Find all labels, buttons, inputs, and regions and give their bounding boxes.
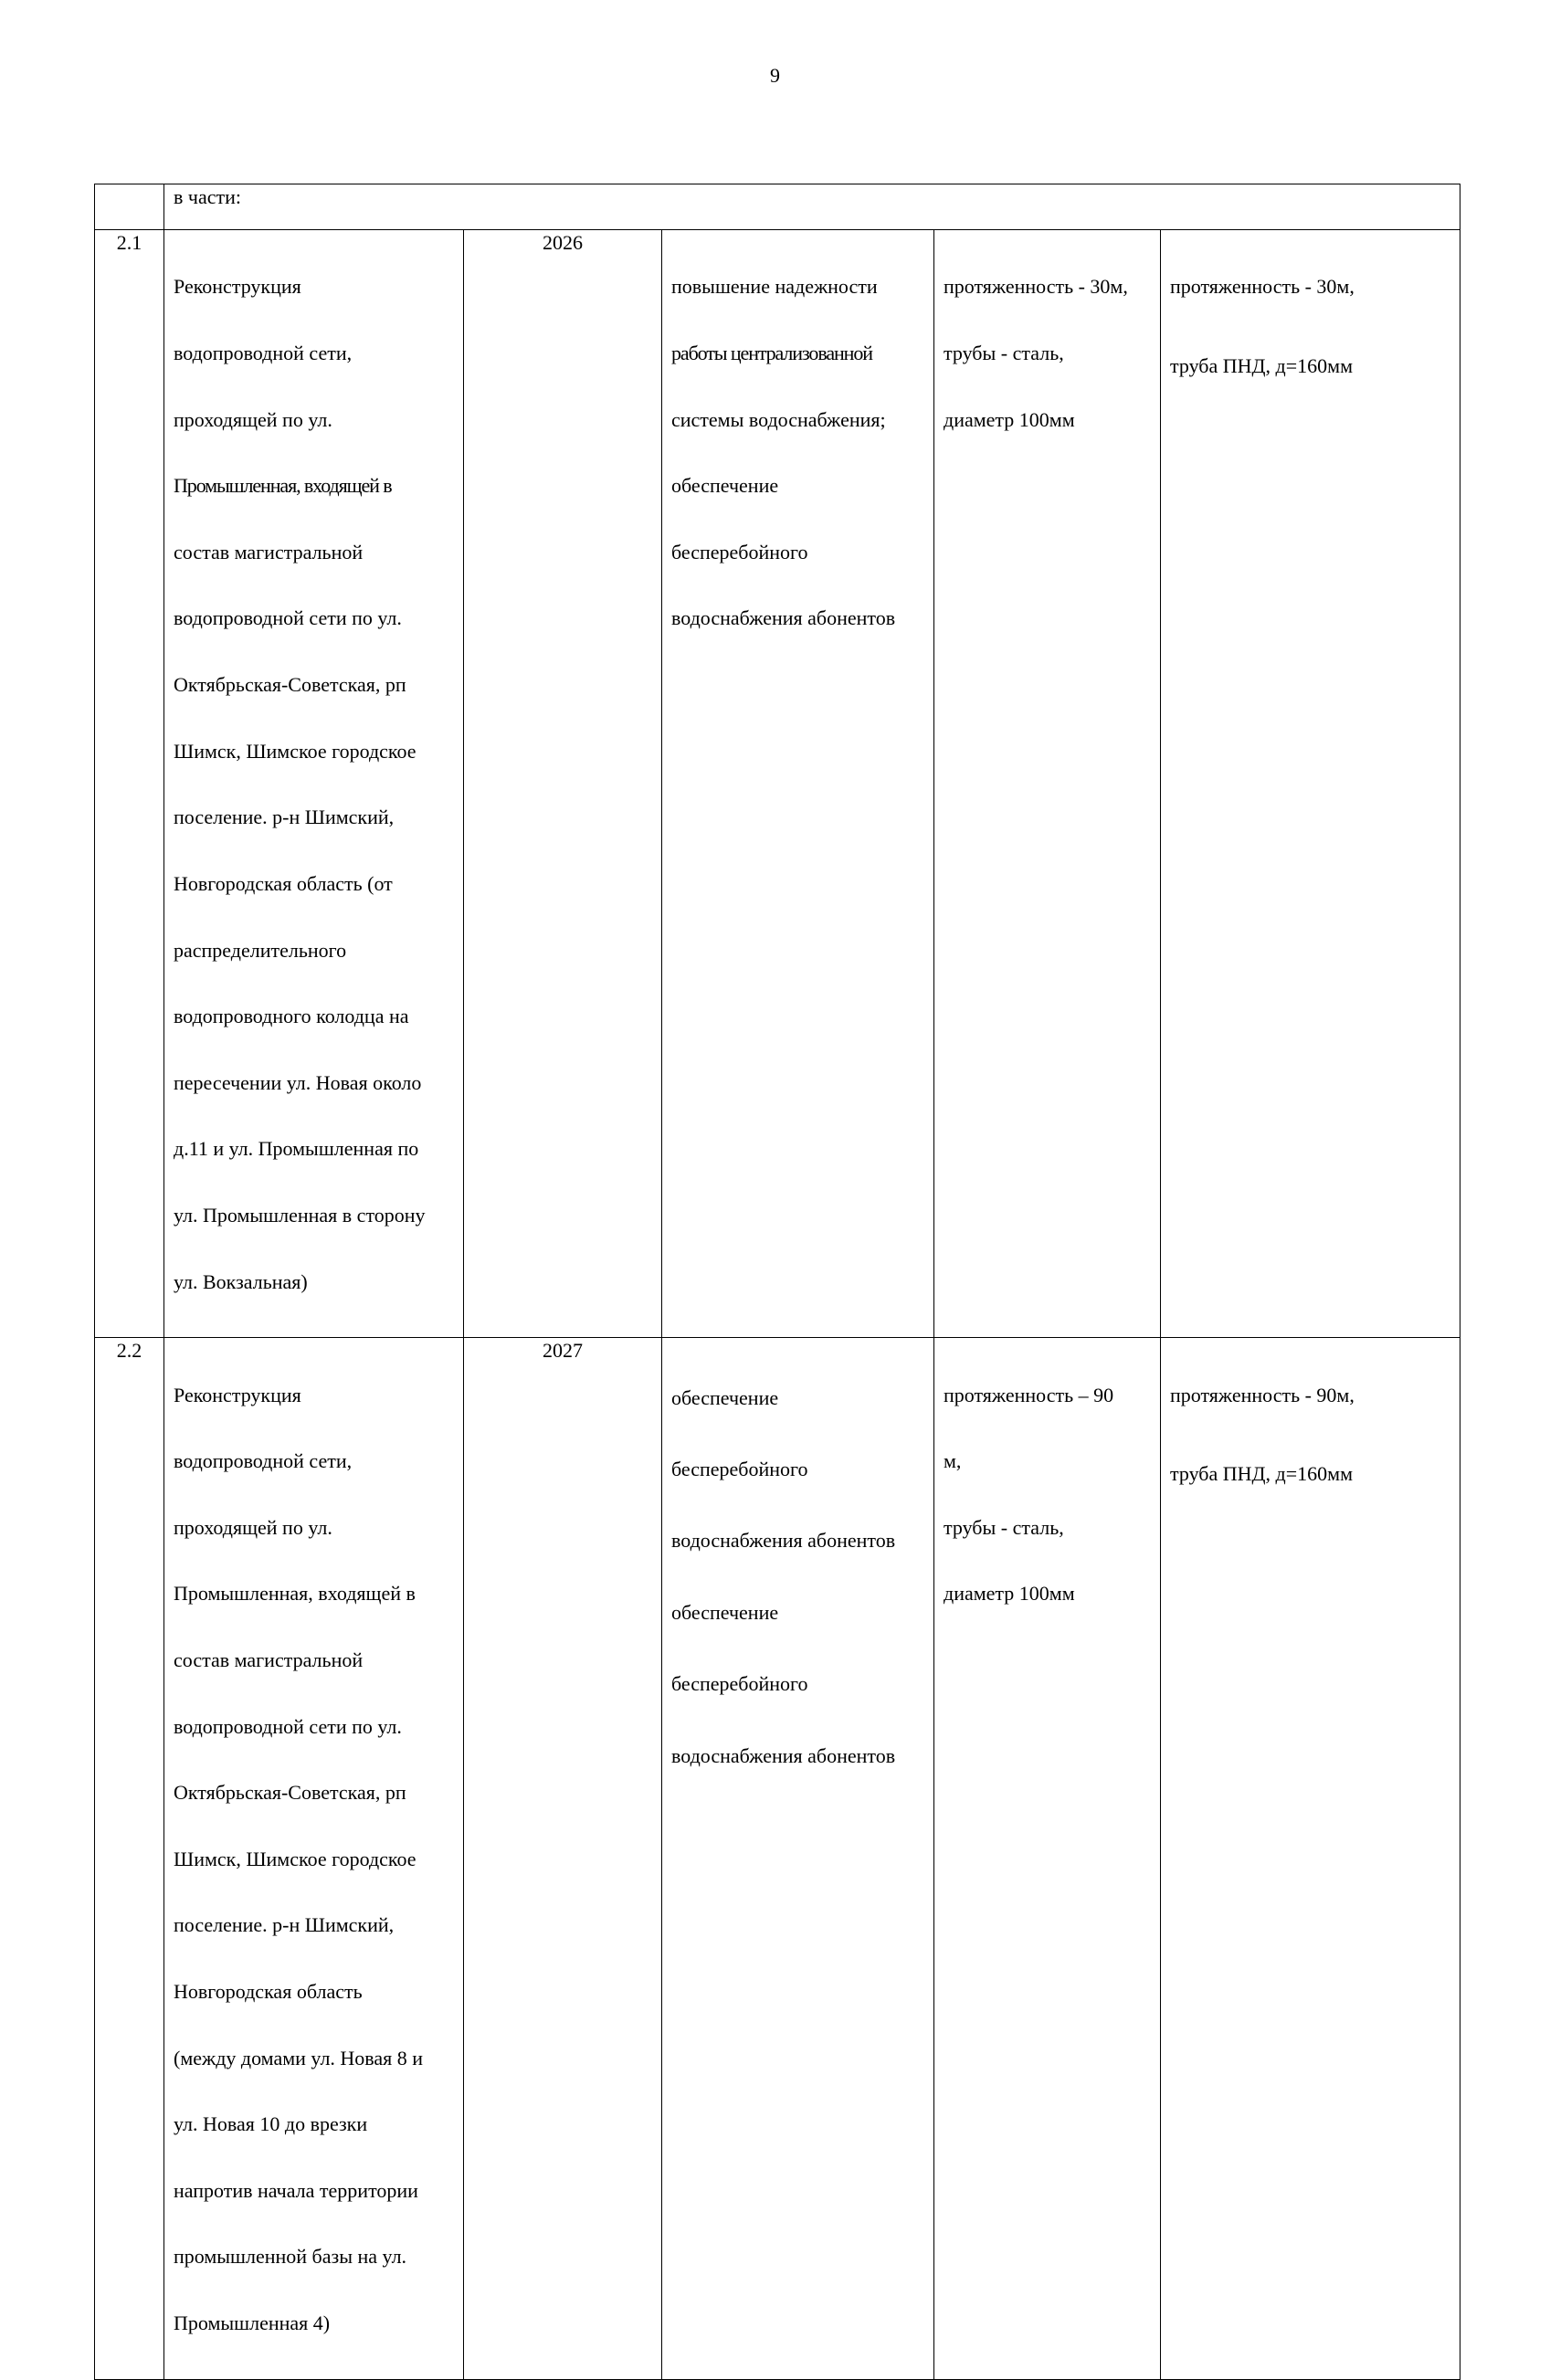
object-line: Промышленная 4) bbox=[174, 2312, 331, 2335]
purpose-line: водоснабжения абонентов bbox=[671, 606, 896, 630]
purpose-cell bbox=[662, 230, 934, 1338]
purpose-line: бесперебойного bbox=[671, 1672, 808, 1696]
object-line: Промышленная, входящей в bbox=[174, 1582, 416, 1606]
header-text-cell: в части: bbox=[164, 184, 1460, 230]
object-line: (между домами ул. Новая 8 и bbox=[174, 2046, 424, 2069]
table-row bbox=[95, 1338, 1460, 2380]
purpose-line: повышение надежности bbox=[671, 275, 878, 299]
current-state-cell bbox=[934, 230, 1161, 1338]
row-number-cell: 2.2 bbox=[95, 1338, 164, 2380]
object-line: водопроводной сети, bbox=[174, 342, 353, 365]
row-number-cell: 2.1 bbox=[95, 230, 164, 1338]
object-line: Новгородская область bbox=[174, 1980, 363, 2004]
planned-state-cell bbox=[1161, 230, 1460, 1338]
planned-state-line: труба ПНД, д=160мм bbox=[1170, 1462, 1353, 1486]
object-line: Шимск, Шимское городское bbox=[174, 1847, 416, 1870]
page-number: 9 bbox=[770, 64, 780, 87]
planned-state-line: труба ПНД, д=160мм bbox=[1170, 354, 1353, 378]
object-line: водопроводной сети по ул. bbox=[174, 1714, 402, 1738]
measures-table bbox=[94, 184, 1460, 2380]
object-line: ул. Вокзальная) bbox=[174, 1269, 308, 1293]
object-line: напротив начала территории bbox=[174, 2178, 418, 2202]
purpose-line: бесперебойного bbox=[671, 1457, 808, 1480]
current-state-line: протяженность – 90 bbox=[944, 1383, 1114, 1406]
object-line: водопроводной сети, bbox=[174, 1449, 353, 1473]
planned-state-line: протяженность - 30м, bbox=[1170, 275, 1355, 299]
object-line: Реконструкция bbox=[174, 275, 301, 299]
planned-state-line: протяженность - 90м, bbox=[1170, 1383, 1355, 1406]
object-line: водопроводного колодца на bbox=[174, 1005, 409, 1028]
purpose-line: обеспечение bbox=[671, 1385, 779, 1409]
object-line: водопроводной сети по ул. bbox=[174, 606, 402, 630]
object-line: состав магистральной bbox=[174, 1648, 364, 1671]
purpose-line: обеспечение bbox=[671, 474, 779, 498]
object-line: Новгородская область (от bbox=[174, 871, 393, 895]
current-state-line: трубы - сталь, bbox=[944, 1515, 1064, 1539]
purpose-line: водоснабжения абонентов bbox=[671, 1529, 896, 1553]
purpose-line: системы водоснабжения; bbox=[671, 407, 886, 431]
object-line: промышленной базы на ул. bbox=[174, 2245, 407, 2269]
object-line: поселение. р-н Шимский, bbox=[174, 806, 395, 829]
object-line: ул. Промышленная в сторону bbox=[174, 1203, 426, 1227]
object-description-cell bbox=[164, 1338, 464, 2380]
year-cell: 2027 bbox=[464, 1338, 662, 2380]
current-state-cell bbox=[934, 1338, 1161, 2380]
year-cell: 2026 bbox=[464, 230, 662, 1338]
object-line: ул. Новая 10 до врезки bbox=[174, 2112, 368, 2136]
object-line: Промышленная, входящей в bbox=[174, 474, 392, 498]
purpose-cell bbox=[662, 1338, 934, 2380]
object-line: проходящей по ул. bbox=[174, 1515, 332, 1539]
object-line: проходящей по ул. bbox=[174, 407, 332, 431]
object-line: д.11 и ул. Промышленная по bbox=[174, 1137, 419, 1161]
purpose-line: обеспечение bbox=[671, 1600, 779, 1624]
current-state-line: протяженность - 30м, bbox=[944, 275, 1128, 299]
object-line: Шимск, Шимское городское bbox=[174, 739, 416, 763]
current-state-line: диаметр 100мм bbox=[944, 1582, 1075, 1606]
object-line: поселение. р-н Шимский, bbox=[174, 1913, 395, 1937]
object-line: Октябрьская-Советская, рп bbox=[174, 1781, 406, 1805]
object-line: пересечении ул. Новая около bbox=[174, 1070, 422, 1094]
purpose-line: работы централизованной bbox=[671, 342, 872, 365]
header-number-cell bbox=[95, 184, 164, 230]
object-line: состав магистральной bbox=[174, 540, 364, 563]
table-header-row bbox=[95, 184, 1460, 230]
current-state-line: м, bbox=[944, 1449, 962, 1473]
purpose-line: водоснабжения абонентов bbox=[671, 1743, 896, 1767]
object-description-cell bbox=[164, 230, 464, 1338]
object-line: Октябрьская-Советская, рп bbox=[174, 673, 406, 697]
table-row bbox=[95, 230, 1460, 1338]
object-line: распределительного bbox=[174, 938, 347, 962]
current-state-line: трубы - сталь, bbox=[944, 342, 1064, 365]
planned-state-cell bbox=[1161, 1338, 1460, 2380]
object-line: Реконструкция bbox=[174, 1383, 301, 1406]
purpose-line: бесперебойного bbox=[671, 540, 808, 563]
current-state-line: диаметр 100мм bbox=[944, 407, 1075, 431]
